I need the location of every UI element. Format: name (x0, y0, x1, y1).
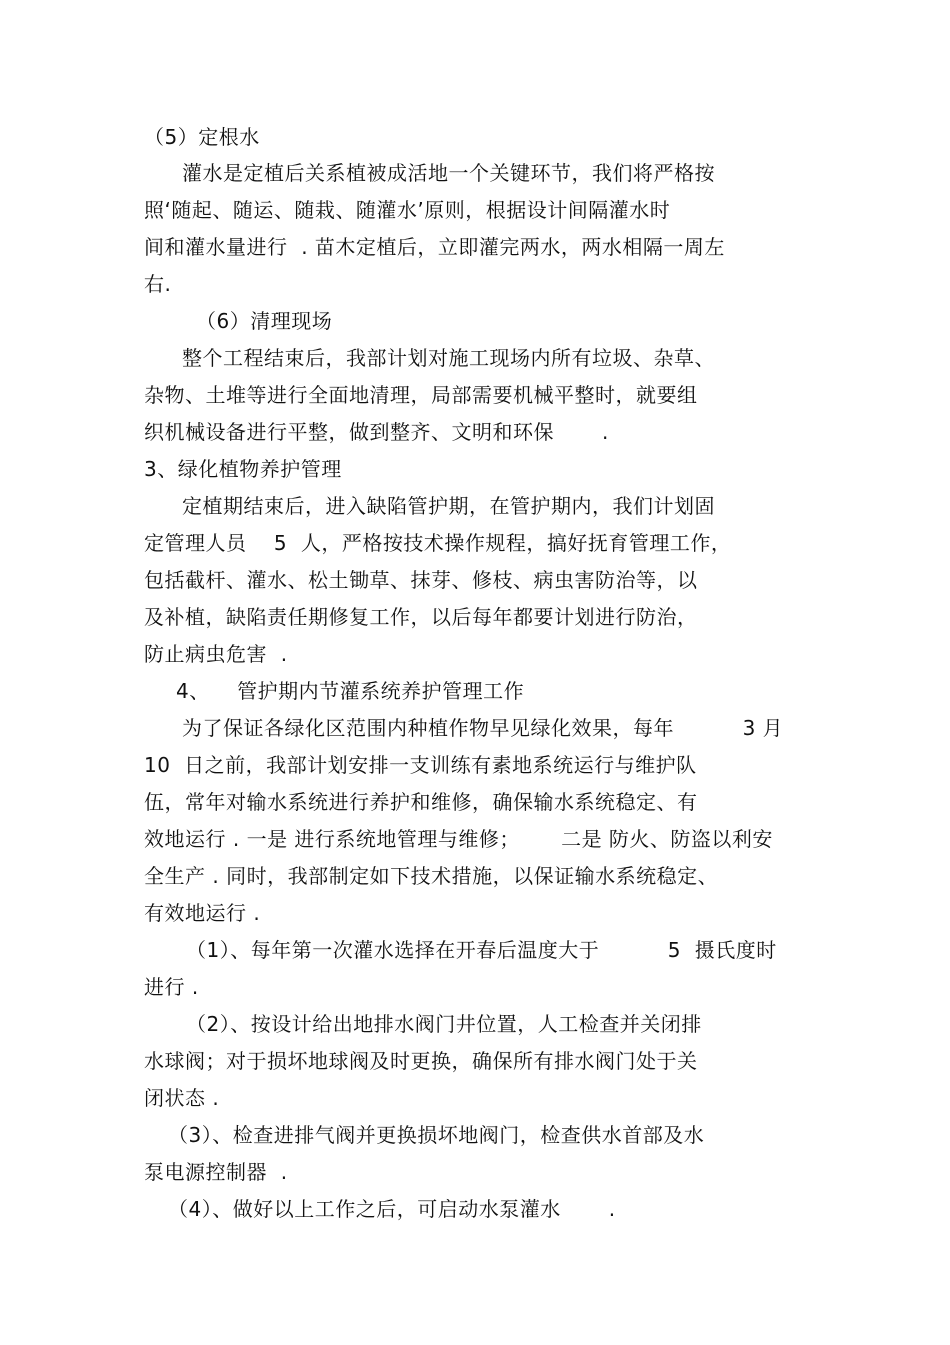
paragraph-line: 照‘随起、随运、随栽、随灌水’原则，根据设计间隔灌水时 (144, 198, 671, 222)
paragraph-line: 及补植，缺陷责任期修复工作，以后每年都要计划进行防治， (144, 605, 698, 629)
paragraph-line: 杂物、土堆等进行全面地清理，局部需要机械平整时，就要组 (144, 383, 698, 407)
paragraph-line: 右. (144, 272, 172, 296)
section-heading-3: 3、绿化植物养护管理 (144, 457, 342, 481)
paragraph-line: 效地运行 . 一是 进行系统地管理与维修； 二是 防火、防盗以利安 (144, 827, 773, 851)
paragraph-line: 防止病虫危害 . (144, 642, 288, 666)
paragraph-line: 间和灌水量进行 . 苗木定植后，立即灌完两水，两水相隔一周左 (144, 235, 725, 259)
paragraph-line: 定植期结束后，进入缺陷管护期，在管护期内，我们计划固 (182, 494, 715, 518)
section-heading-4: 4、 管护期内节灌系统养护管理工作 (176, 679, 525, 703)
heading-6-site-cleanup: （6）清理现场 (196, 309, 333, 333)
paragraph-line: 有效地运行 . (144, 901, 261, 925)
paragraph-line: 泵电源控制器 . (144, 1160, 288, 1184)
paragraph-line: 为了保证各绿化区范围内种植作物早见绿化效果，每年 3 月 (182, 716, 784, 740)
paragraph-line: 织机械设备进行平整，做到整齐、文明和环保 . (144, 420, 609, 444)
list-item-2: （2）、按设计给出地排水阀门井位置，人工检查并关闭排 (186, 1012, 702, 1036)
list-item-1: （1）、每年第一次灌水选择在开春后温度大于 5 摄氏度时 (186, 938, 777, 962)
paragraph-line: 进行 . (144, 975, 199, 999)
paragraph-line: 全生产 . 同时，我部制定如下技术措施，以保证输水系统稳定、 (144, 864, 719, 888)
paragraph-line: 包括截杆、灌水、松土锄草、抹芽、修枝、病虫害防治等，以 (144, 568, 698, 592)
paragraph-line: 整个工程结束后，我部计划对施工现场内所有垃圾、杂草、 (182, 346, 715, 370)
list-item-3: （3）、检查进排气阀并更换损坏地阀门，检查供水首部及水 (168, 1123, 705, 1147)
paragraph-line: 定管理人员 5 人，严格按技术操作规程，搞好抚育管理工作， (144, 531, 732, 555)
list-item-4: （4）、做好以上工作之后，可启动水泵灌水 . (168, 1197, 616, 1221)
paragraph-line: 伍，常年对输水系统进行养护和维修，确保输水系统稳定、有 (144, 790, 698, 814)
paragraph-line: 闭状态 . (144, 1086, 220, 1110)
paragraph-line: 10 日之前，我部计划安排一支训练有素地系统运行与维护队 (144, 753, 697, 777)
heading-5-fixed-root-water: （5）定根水 (144, 125, 260, 149)
paragraph-line: 水球阀；对于损坏地球阀及时更换，确保所有排水阀门处于关 (144, 1049, 698, 1073)
paragraph-line: 灌水是定植后关系植被成活地一个关键环节，我们将严格按 (182, 161, 715, 185)
